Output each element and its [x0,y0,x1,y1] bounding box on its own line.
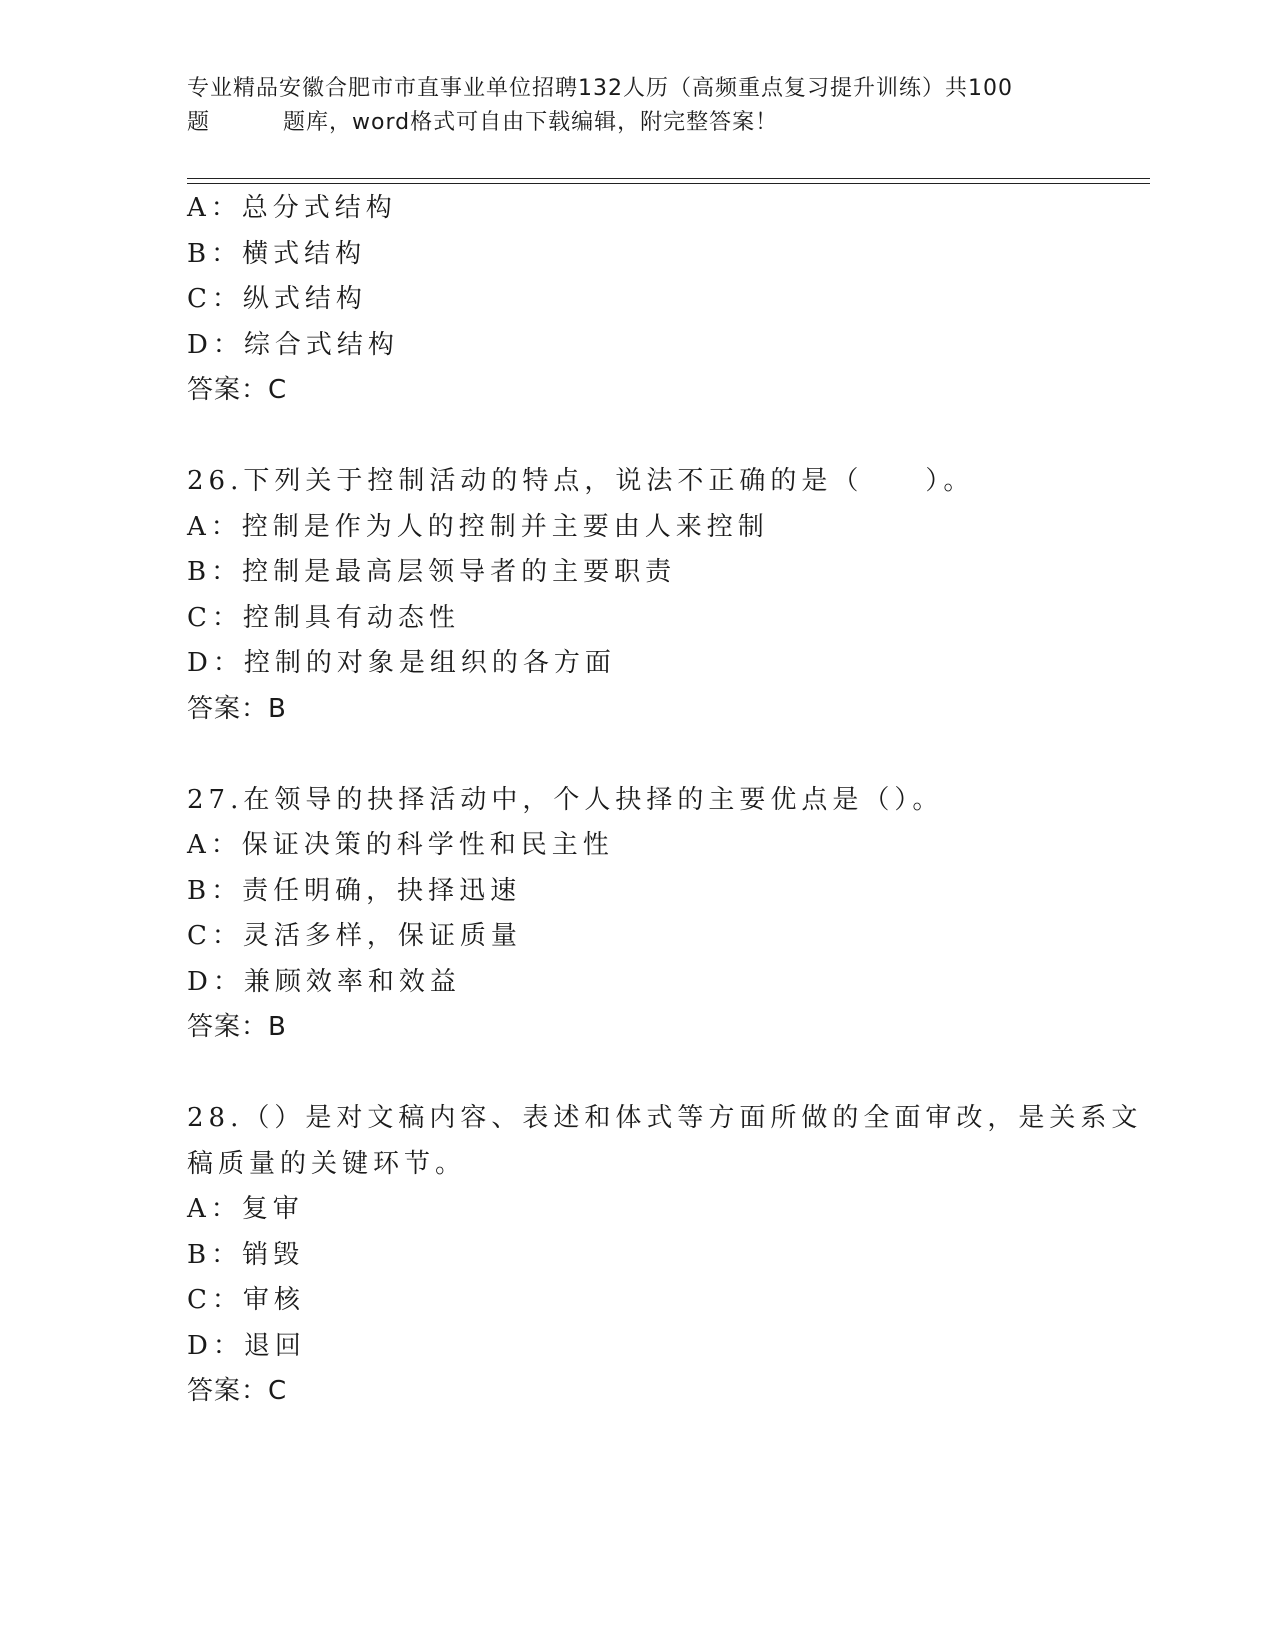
header-rule-top [187,178,1150,179]
q26-option-b: B：控制是最高层领导者的主要职责 [187,557,677,587]
spacer [187,732,1087,778]
q27-option-b: B：责任明确，抉择迅速 [187,875,522,906]
q26-answer: 答案：B [187,693,287,724]
q25-option-d: D：综合式结构 [187,329,399,360]
q27-stem: 27.在领导的抉择活动中，个人抉择的主要优点是（）。 [187,784,944,815]
q25-option-c: C：纵式结构 [187,284,367,314]
spacer [187,414,1087,460]
q25-option-b: B：横式结构 [187,238,367,269]
q27-option-d: D：兼顾效率和效益 [187,966,461,997]
q28-option-d: D：退回 [187,1330,306,1361]
q26-stem: 26.下列关于控制活动的特点，说法不正确的是（ ）。 [187,466,975,496]
header-line-1: 专业精品安徽合肥市市直事业单位招聘132人历（高频重点复习提升训练）共100 [187,76,1013,101]
header-line-2 [187,106,1087,140]
q25-answer: 答案：C [187,375,288,405]
header-rule-bottom [187,183,1150,184]
q26-option-c: C：控制具有动态性 [187,602,460,633]
q28-stem-line-1: 28.（）是对文稿内容、表述和体式等方面所做的全面审改，是关系文 [187,1103,1143,1133]
document-header [187,72,1087,140]
header-line-2-start: 题 [187,110,211,135]
q27-option-a: A：保证决策的科学性和民主性 [187,830,614,860]
question-list [187,186,1143,1415]
q28-option-c: C：审核 [187,1285,305,1315]
q26-option-a: A：控制是作为人的控制并主要由人来控制 [187,511,769,542]
q27-answer: 答案：B [187,1012,287,1042]
spacer [187,1051,1087,1097]
q26-option-d: D：控制的对象是组织的各方面 [187,648,616,678]
header-line-2-rest: 题库，word格式可自由下载编辑，附完整答案！ [283,110,779,135]
q28-answer: 答案：C [187,1376,288,1406]
q27-option-c: C：灵活多样，保证质量 [187,921,522,951]
q28-stem-line-2: 稿质量的关键环节。 [187,1148,467,1179]
q28-option-b: B：销毁 [187,1239,305,1270]
q28-option-a: A：复审 [187,1194,304,1224]
q25-option-a: A：总分式结构 [187,193,397,223]
